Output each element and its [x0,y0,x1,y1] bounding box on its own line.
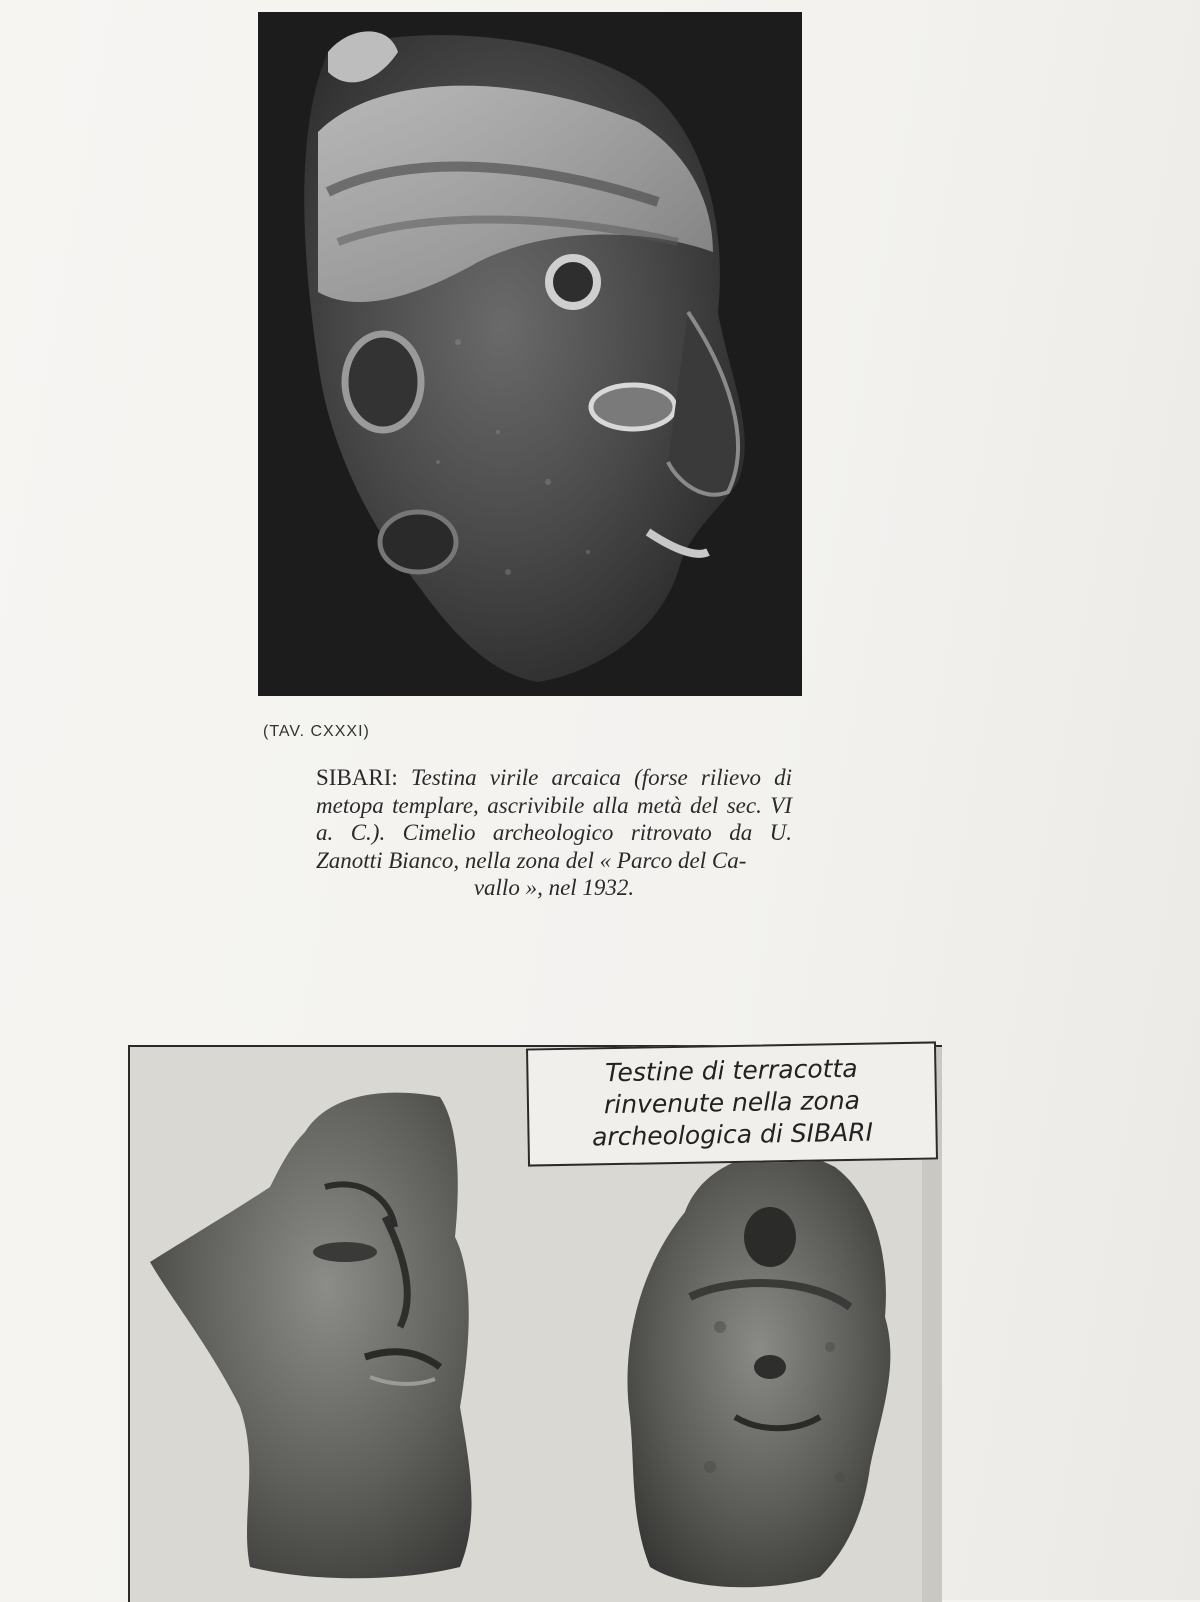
archaic-head-photo [258,12,802,696]
terracotta-label-box [526,1041,938,1166]
photo-caption [316,764,792,902]
caption-place: SIBARI: [316,765,398,790]
label-line-1: Testine di terracotta [605,1053,858,1088]
label-line-3: archeologica di SIBARI [591,1117,874,1152]
label-line-2: rinvenute nella zona [603,1085,861,1120]
caption-last-line: vallo », nel 1932. [473,875,635,900]
plate-reference: (TAV. CXXXI) [263,723,370,740]
caption-text: Testina virile arcaica (forse rilievo di metopa templare, ascrivibile alla metà del sec. VI a. C.). Cimelio archeologico ritrovato da U. Zanotti Bianco, nella zona del « Parco del Ca- [316,765,793,873]
